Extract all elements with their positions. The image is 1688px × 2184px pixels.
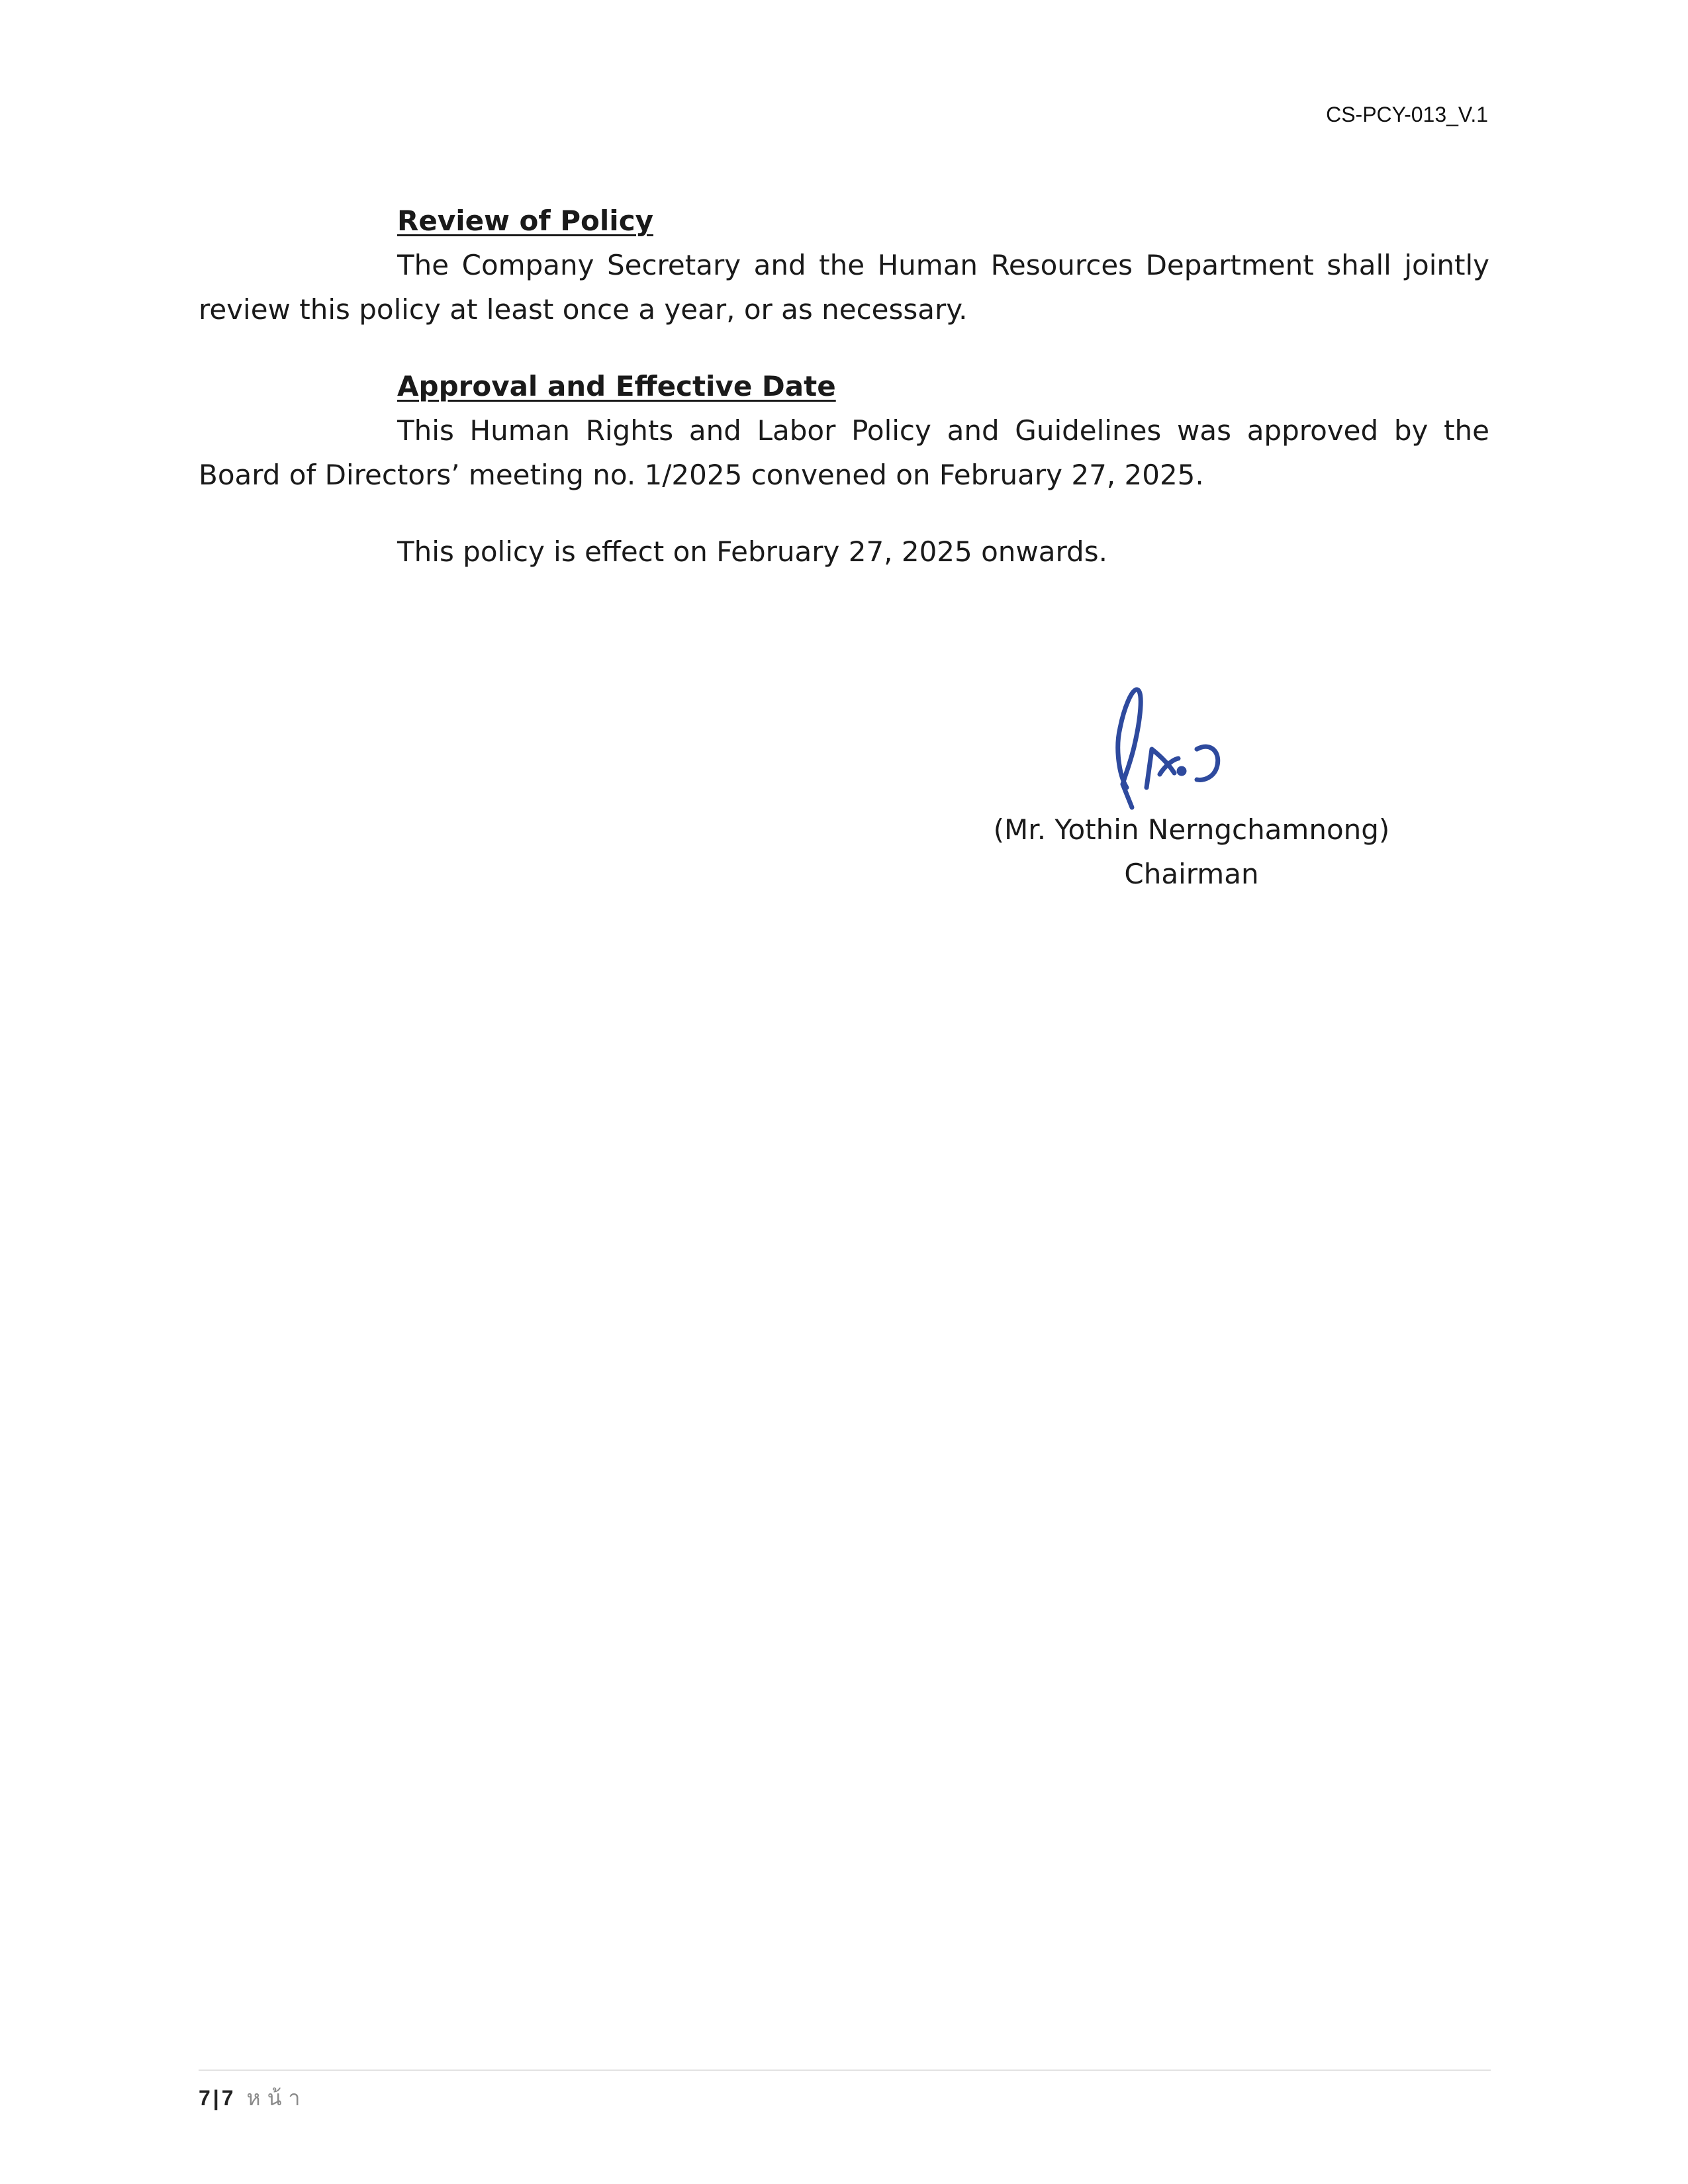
page-word: หน้า bbox=[246, 2086, 307, 2110]
effective-date-text: This policy is effect on February 27, 2025 onwards. bbox=[397, 535, 1107, 568]
document-body bbox=[199, 199, 1489, 574]
page-total: 7 bbox=[221, 2086, 235, 2110]
approval-section bbox=[199, 364, 1489, 574]
signatory-name: (Mr. Yothin Nerngchamnong) bbox=[993, 813, 1390, 846]
footer-divider bbox=[199, 2070, 1491, 2071]
approval-heading: Approval and Effective Date bbox=[397, 370, 836, 402]
review-section bbox=[199, 199, 1489, 332]
page-separator: | bbox=[212, 2086, 220, 2110]
signatory-title: Chairman bbox=[1124, 858, 1259, 890]
approval-body: This Human Rights and Labor Policy and Guidelines was approved by the Board of Directors’ meeting no. 1/2025 convened on February 27, 2025. bbox=[199, 414, 1489, 491]
review-heading: Review of Policy bbox=[397, 205, 653, 237]
page-current: 7 bbox=[199, 2086, 212, 2110]
review-body: The Company Secretary and the Human Resources Department shall jointly review this policy at least once a year, or as necessary. bbox=[199, 249, 1489, 326]
page-footer bbox=[199, 2081, 306, 2115]
document-code: CS-PCY-013_V.1 bbox=[1326, 103, 1488, 126]
signatory-block bbox=[960, 675, 1423, 896]
